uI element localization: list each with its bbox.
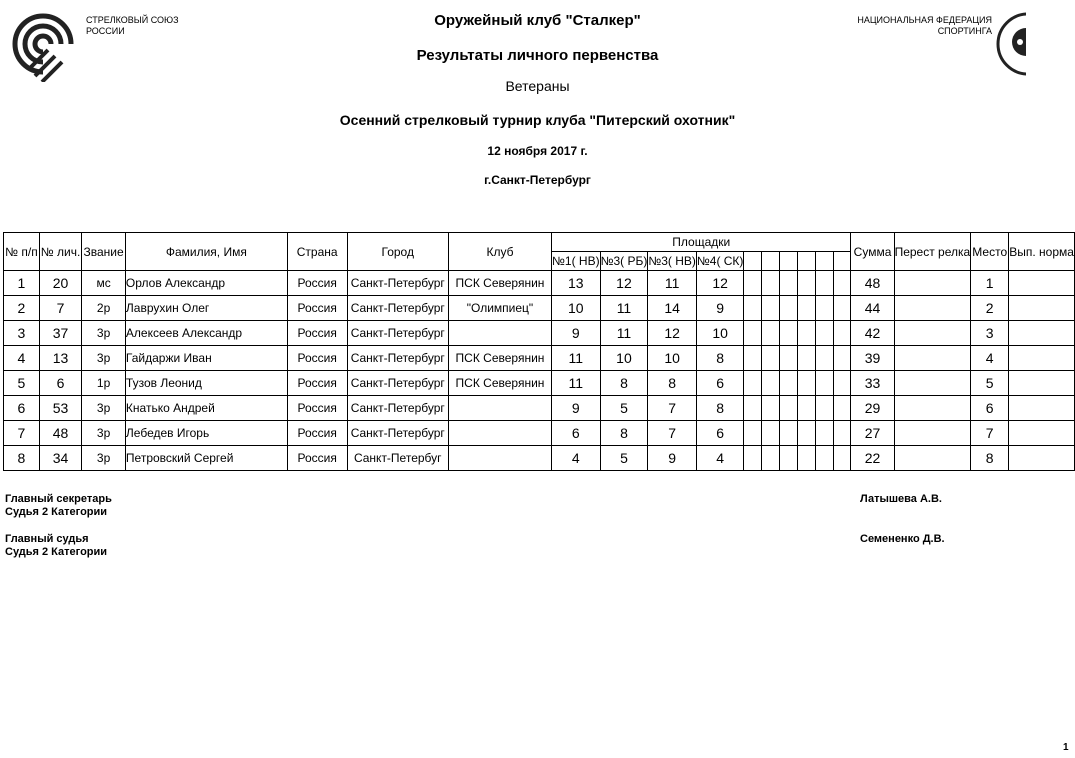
row-place: 1 xyxy=(971,271,1009,296)
row-norm xyxy=(1009,271,1075,296)
signature-category: Судья 2 Категории xyxy=(5,506,108,518)
row-lic: 53 xyxy=(39,396,81,421)
table-row xyxy=(4,396,1075,421)
row-score-empty xyxy=(762,396,780,421)
row-city: Санкт-Петербург xyxy=(347,271,448,296)
row-score-empty xyxy=(833,296,851,321)
row-score-3: 14 xyxy=(648,296,697,321)
row-lic: 13 xyxy=(39,346,81,371)
row-shootoff xyxy=(894,371,971,396)
row-score-empty xyxy=(797,321,815,346)
row-lic: 48 xyxy=(39,421,81,446)
row-score-empty xyxy=(780,296,798,321)
col-header-ground-empty xyxy=(744,252,762,271)
row-score-2: 5 xyxy=(600,446,648,471)
row-place: 5 xyxy=(971,371,1009,396)
row-name: Алексеев Александр xyxy=(125,321,287,346)
row-club: ПСК Северянин xyxy=(448,371,551,396)
row-rank: 2р xyxy=(82,296,126,321)
row-place: 2 xyxy=(971,296,1009,321)
org-right-line-2: СПОРТИНГА xyxy=(937,26,992,36)
row-score-empty xyxy=(744,271,762,296)
row-num: 5 xyxy=(4,371,40,396)
row-score-empty xyxy=(797,346,815,371)
org-right-line-1: НАЦИОНАЛЬНАЯ ФЕДЕРАЦИЯ xyxy=(857,15,992,25)
row-country: Россия xyxy=(287,296,347,321)
row-score-1: 6 xyxy=(552,421,601,446)
row-num: 2 xyxy=(4,296,40,321)
event-date: 12 ноября 2017 г. xyxy=(487,144,588,158)
row-rank: 3р xyxy=(82,346,126,371)
col-header-ground-empty xyxy=(780,252,798,271)
row-score-empty xyxy=(815,271,833,296)
signature-judge xyxy=(5,533,107,559)
row-country: Россия xyxy=(287,371,347,396)
col-header-sum: Сумма xyxy=(851,233,894,271)
row-score-3: 9 xyxy=(648,446,697,471)
org-left-line-1: СТРЕЛКОВЫЙ СОЮЗ xyxy=(86,15,179,25)
row-score-4: 6 xyxy=(696,371,744,396)
col-header-ground-2: №3( РБ) xyxy=(600,252,648,271)
row-score-empty xyxy=(762,296,780,321)
row-score-empty xyxy=(797,396,815,421)
row-norm xyxy=(1009,371,1075,396)
col-header-shootoff: Перест релка xyxy=(894,233,971,271)
row-country: Россия xyxy=(287,396,347,421)
row-shootoff xyxy=(894,446,971,471)
row-score-1: 10 xyxy=(552,296,601,321)
col-header-ground-empty xyxy=(833,252,851,271)
row-num: 4 xyxy=(4,346,40,371)
row-sum: 42 xyxy=(851,321,894,346)
row-city: Санкт-Петербург xyxy=(347,371,448,396)
col-header-ground-empty xyxy=(762,252,780,271)
row-score-empty xyxy=(833,271,851,296)
row-score-3: 7 xyxy=(648,421,697,446)
row-score-3: 10 xyxy=(648,346,697,371)
row-score-empty xyxy=(797,446,815,471)
row-score-empty xyxy=(833,421,851,446)
col-header-ground-1: №1( НВ) xyxy=(552,252,601,271)
row-sum: 48 xyxy=(851,271,894,296)
row-score-empty xyxy=(762,371,780,396)
row-country: Россия xyxy=(287,346,347,371)
col-header-country: Страна xyxy=(287,233,347,271)
category-title: Ветераны xyxy=(505,78,570,94)
row-score-2: 12 xyxy=(600,271,648,296)
row-score-empty xyxy=(744,346,762,371)
row-country: Россия xyxy=(287,321,347,346)
table-row xyxy=(4,321,1075,346)
table-row xyxy=(4,346,1075,371)
row-city: Санкт-Петербург xyxy=(347,321,448,346)
row-score-empty xyxy=(780,321,798,346)
row-name: Лаврухин Олег xyxy=(125,296,287,321)
row-score-2: 11 xyxy=(600,321,648,346)
tournament-title: Осенний стрелковый турнир клуба "Питерский охотник" xyxy=(339,112,736,128)
row-place: 8 xyxy=(971,446,1009,471)
row-score-empty xyxy=(744,446,762,471)
row-score-empty xyxy=(797,296,815,321)
table-row xyxy=(4,296,1075,321)
row-sum: 39 xyxy=(851,346,894,371)
row-score-empty xyxy=(815,396,833,421)
row-name: Кнатько Андрей xyxy=(125,396,287,421)
row-score-1: 13 xyxy=(552,271,601,296)
row-score-empty xyxy=(833,446,851,471)
table-row xyxy=(4,371,1075,396)
row-score-empty xyxy=(815,421,833,446)
row-num: 7 xyxy=(4,421,40,446)
table-row xyxy=(4,421,1075,446)
col-header-grounds: Площадки xyxy=(552,233,851,252)
signature-secretary-name: Латышева А.В. xyxy=(860,493,942,505)
results-title: Результаты личного первенства xyxy=(416,47,659,64)
row-score-empty xyxy=(780,396,798,421)
row-place: 7 xyxy=(971,421,1009,446)
row-rank: 3р xyxy=(82,396,126,421)
row-name: Орлов Александр xyxy=(125,271,287,296)
row-score-4: 8 xyxy=(696,396,744,421)
row-shootoff xyxy=(894,296,971,321)
row-score-empty xyxy=(797,421,815,446)
signature-role: Главный судья xyxy=(5,533,89,545)
row-score-empty xyxy=(797,271,815,296)
row-rank: 3р xyxy=(82,446,126,471)
row-city: Санкт-Петербург xyxy=(347,421,448,446)
row-place: 4 xyxy=(971,346,1009,371)
row-lic: 6 xyxy=(39,371,81,396)
row-place: 6 xyxy=(971,396,1009,421)
row-norm xyxy=(1009,296,1075,321)
row-score-empty xyxy=(797,371,815,396)
row-sum: 27 xyxy=(851,421,894,446)
row-name: Гайдаржи Иван xyxy=(125,346,287,371)
row-score-1: 4 xyxy=(552,446,601,471)
row-sum: 22 xyxy=(851,446,894,471)
row-score-empty xyxy=(833,346,851,371)
row-score-empty xyxy=(815,371,833,396)
row-num: 6 xyxy=(4,396,40,421)
col-header-city: Город xyxy=(347,233,448,271)
row-country: Россия xyxy=(287,421,347,446)
row-club xyxy=(448,396,551,421)
event-city: г.Санкт-Петербург xyxy=(484,173,591,187)
row-num: 1 xyxy=(4,271,40,296)
row-score-empty xyxy=(833,321,851,346)
col-header-place: Место xyxy=(971,233,1009,271)
signature-category: Судья 2 Категории xyxy=(5,546,108,558)
row-score-4: 9 xyxy=(696,296,744,321)
results-table xyxy=(3,232,1075,471)
row-lic: 37 xyxy=(39,321,81,346)
row-score-empty xyxy=(744,321,762,346)
row-score-empty xyxy=(815,346,833,371)
row-score-empty xyxy=(815,321,833,346)
row-score-empty xyxy=(744,421,762,446)
row-score-empty xyxy=(762,321,780,346)
row-score-empty xyxy=(744,371,762,396)
row-club: ПСК Северянин xyxy=(448,346,551,371)
row-rank: 3р xyxy=(82,421,126,446)
signature-secretary xyxy=(5,493,112,519)
row-score-4: 12 xyxy=(696,271,744,296)
row-score-2: 11 xyxy=(600,296,648,321)
col-header-ground-empty xyxy=(797,252,815,271)
col-header-name: Фамилия, Имя xyxy=(125,233,287,271)
row-score-empty xyxy=(833,371,851,396)
row-score-4: 6 xyxy=(696,421,744,446)
row-club xyxy=(448,446,551,471)
row-name: Лебедев Игорь xyxy=(125,421,287,446)
col-header-ground-3: №3( НВ) xyxy=(648,252,697,271)
row-country: Россия xyxy=(287,446,347,471)
club-title: Оружейный клуб "Сталкер" xyxy=(434,12,641,29)
col-header-num: № п/п xyxy=(4,233,40,271)
row-score-empty xyxy=(744,296,762,321)
row-rank: мс xyxy=(82,271,126,296)
page-number: 1 xyxy=(1063,742,1069,753)
row-club: "Олимпиец" xyxy=(448,296,551,321)
signature-role: Главный секретарь xyxy=(5,493,112,505)
row-score-empty xyxy=(780,446,798,471)
row-sum: 33 xyxy=(851,371,894,396)
row-score-empty xyxy=(762,346,780,371)
col-header-club: Клуб xyxy=(448,233,551,271)
row-name: Тузов Леонид xyxy=(125,371,287,396)
table-row xyxy=(4,271,1075,296)
row-shootoff xyxy=(894,346,971,371)
row-norm xyxy=(1009,396,1075,421)
row-score-empty xyxy=(780,371,798,396)
row-rank: 3р xyxy=(82,321,126,346)
org-left-line-2: РОССИИ xyxy=(86,26,125,36)
row-score-empty xyxy=(833,396,851,421)
row-norm xyxy=(1009,421,1075,446)
row-place: 3 xyxy=(971,321,1009,346)
table-row xyxy=(4,446,1075,471)
row-score-3: 8 xyxy=(648,371,697,396)
row-score-2: 8 xyxy=(600,371,648,396)
row-score-2: 8 xyxy=(600,421,648,446)
row-score-3: 12 xyxy=(648,321,697,346)
col-header-ground-empty xyxy=(815,252,833,271)
row-score-empty xyxy=(780,271,798,296)
row-lic: 7 xyxy=(39,296,81,321)
row-shootoff xyxy=(894,421,971,446)
row-shootoff xyxy=(894,396,971,421)
row-name: Петровский Сергей xyxy=(125,446,287,471)
row-score-empty xyxy=(780,421,798,446)
signature-judge-name: Семененко Д.В. xyxy=(860,533,945,545)
row-score-empty xyxy=(762,421,780,446)
col-header-rank: Звание xyxy=(82,233,126,271)
row-score-3: 7 xyxy=(648,396,697,421)
row-club xyxy=(448,421,551,446)
row-city: Санкт-Петербург xyxy=(347,396,448,421)
row-lic: 34 xyxy=(39,446,81,471)
row-shootoff xyxy=(894,271,971,296)
row-rank: 1р xyxy=(82,371,126,396)
row-score-empty xyxy=(815,446,833,471)
row-score-4: 8 xyxy=(696,346,744,371)
row-norm xyxy=(1009,321,1075,346)
row-club: ПСК Северянин xyxy=(448,271,551,296)
row-score-1: 11 xyxy=(552,346,601,371)
col-header-lic: № лич. xyxy=(39,233,81,271)
row-city: Санкт-Петербург xyxy=(347,296,448,321)
results-body xyxy=(4,271,1075,471)
row-score-empty xyxy=(780,346,798,371)
row-norm xyxy=(1009,446,1075,471)
row-score-2: 5 xyxy=(600,396,648,421)
row-sum: 44 xyxy=(851,296,894,321)
row-score-empty xyxy=(762,271,780,296)
col-header-ground-4: №4( СК) xyxy=(696,252,744,271)
row-score-1: 9 xyxy=(552,396,601,421)
row-score-4: 4 xyxy=(696,446,744,471)
row-club xyxy=(448,321,551,346)
row-score-empty xyxy=(762,446,780,471)
col-header-norm: Вып. норма xyxy=(1009,233,1075,271)
row-city: Санкт-Петербуг xyxy=(347,446,448,471)
row-score-4: 10 xyxy=(696,321,744,346)
row-sum: 29 xyxy=(851,396,894,421)
row-score-1: 9 xyxy=(552,321,601,346)
row-lic: 20 xyxy=(39,271,81,296)
row-score-1: 11 xyxy=(552,371,601,396)
row-country: Россия xyxy=(287,271,347,296)
row-shootoff xyxy=(894,321,971,346)
row-score-empty xyxy=(744,396,762,421)
row-norm xyxy=(1009,346,1075,371)
row-score-empty xyxy=(815,296,833,321)
row-num: 8 xyxy=(4,446,40,471)
row-city: Санкт-Петербург xyxy=(347,346,448,371)
row-num: 3 xyxy=(4,321,40,346)
row-score-3: 11 xyxy=(648,271,697,296)
row-score-2: 10 xyxy=(600,346,648,371)
